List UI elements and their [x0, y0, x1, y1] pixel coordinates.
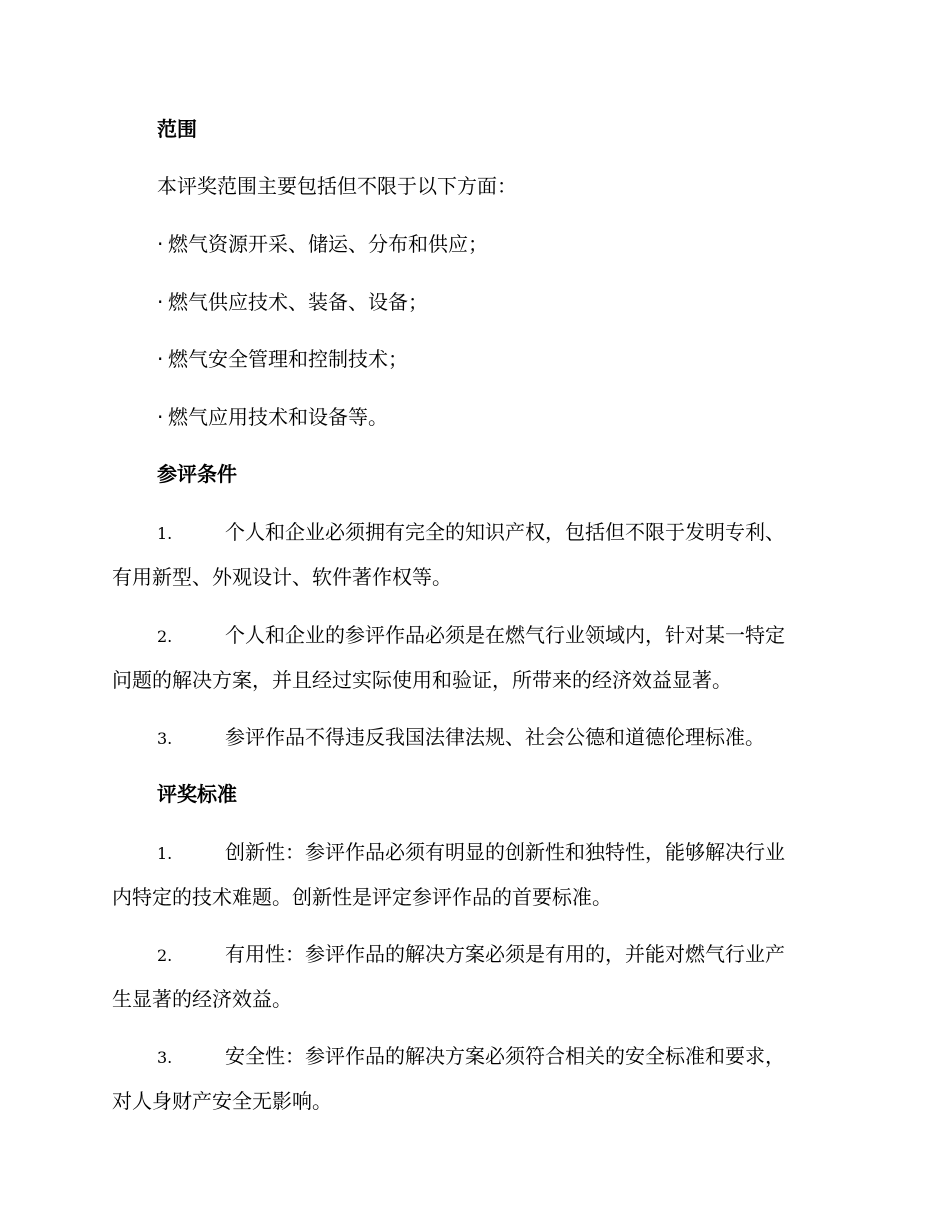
- item-text-line1: 创新性：参评作品必须有明显的创新性和独特性，能够解决行业: [225, 840, 785, 864]
- bullet-dot: ·: [157, 290, 164, 314]
- bullet-dot: ·: [157, 405, 164, 429]
- item-text-line1: 个人和企业的参评作品必须是在燃气行业领域内，针对某一特定: [225, 623, 785, 647]
- bullet-text: 燃气资源开采、储运、分布和供应；: [168, 232, 488, 256]
- item-number: 1.: [157, 844, 173, 863]
- item-text-line2: 内特定的技术难题。创新性是评定参评作品的首要标准。: [112, 885, 612, 909]
- item-text-line1: 有用性：参评作品的解决方案必须是有用的，并能对燃气行业产: [225, 942, 785, 966]
- conditions-item: [112, 724, 834, 750]
- scope-bullet-item: [157, 404, 388, 430]
- criteria-item: [112, 1043, 834, 1114]
- section-heading-scope: 范围: [157, 117, 197, 141]
- scope-intro: 本评奖范围主要包括但不限于以下方面：: [157, 174, 517, 198]
- bullet-dot: ·: [157, 347, 164, 371]
- item-text-line1: 个人和企业必须拥有完全的知识产权，包括但不限于发明专利、: [225, 520, 785, 544]
- item-number: 2.: [157, 946, 173, 965]
- item-number: 3.: [157, 729, 173, 748]
- bullet-dot: ·: [157, 232, 164, 256]
- bullet-text: 燃气安全管理和控制技术；: [168, 347, 408, 371]
- item-text-line2: 对人身财产安全无影响。: [112, 1089, 332, 1113]
- item-number: 1.: [157, 524, 173, 543]
- conditions-item: [112, 519, 834, 590]
- section-heading-criteria: 评奖标准: [157, 782, 237, 806]
- item-text-line2: 问题的解决方案，并且经过实际使用和验证，所带来的经济效益显著。: [112, 668, 732, 692]
- scope-bullet-item: [157, 346, 408, 372]
- item-text-line2: 生显著的经济效益。: [112, 987, 292, 1011]
- conditions-item: [112, 622, 834, 693]
- bullet-text: 燃气供应技术、装备、设备；: [168, 290, 428, 314]
- item-text-line2: 有用新型、外观设计、软件著作权等。: [112, 565, 452, 589]
- item-number: 2.: [157, 627, 173, 646]
- item-number: 3.: [157, 1048, 173, 1067]
- item-text-line1: 参评作品不得违反我国法律法规、社会公德和道德伦理标准。: [225, 725, 765, 749]
- item-text-line1: 安全性：参评作品的解决方案必须符合相关的安全标准和要求，: [225, 1044, 785, 1068]
- scope-bullet-item: [157, 289, 428, 315]
- criteria-item: [112, 941, 834, 1012]
- scope-bullet-item: [157, 231, 488, 257]
- bullet-text: 燃气应用技术和设备等。: [168, 405, 388, 429]
- section-heading-conditions: 参评条件: [157, 462, 237, 486]
- criteria-item: [112, 839, 834, 910]
